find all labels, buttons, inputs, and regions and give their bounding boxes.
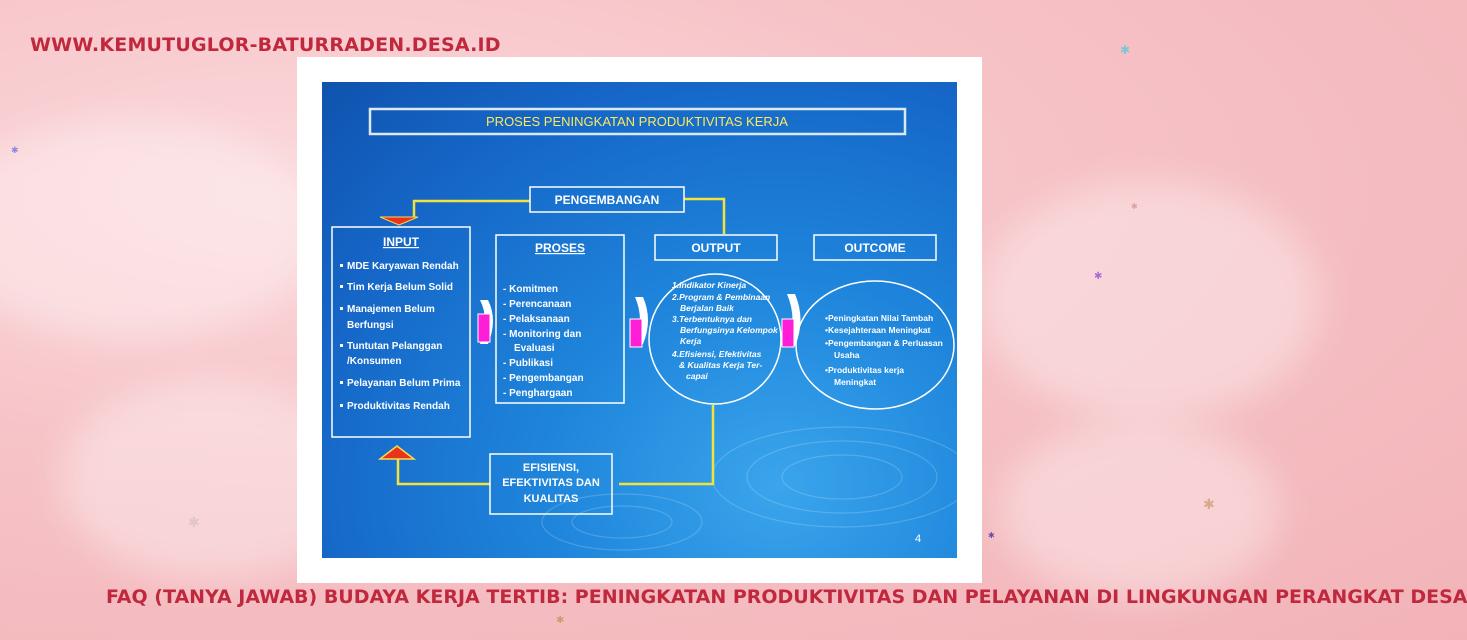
- slide-page-number: 4: [915, 533, 922, 545]
- proses-item: - Perencanaan: [503, 299, 572, 310]
- right-arrow-icon: [782, 294, 801, 347]
- proses-item: - Komitmen: [503, 284, 558, 295]
- proses-item: - Penghargaan: [503, 388, 573, 399]
- outcome-item: •Peningkatan Nilai Tambah: [825, 313, 934, 323]
- output-item: 1.Indikator Kinerja: [672, 280, 747, 290]
- star-icon: ✱: [188, 514, 200, 530]
- output-item: & Kualitas Kerja Ter-: [679, 360, 763, 370]
- background-cloud: [0, 120, 320, 340]
- input-item: Produktivitas Rendah: [347, 401, 450, 412]
- star-icon: ✱: [556, 615, 565, 626]
- input-item: MDE Karyawan Rendah: [347, 261, 459, 272]
- slide-image: [322, 82, 957, 558]
- input-item: Pelayanan Belum Prima: [347, 378, 461, 389]
- background-cloud: [1000, 420, 1280, 600]
- outcome-item: Usaha: [834, 350, 860, 360]
- input-item: Tuntutan Pelanggan: [347, 341, 443, 352]
- output-item: capai: [686, 371, 708, 381]
- star-icon: ✱: [1203, 496, 1215, 512]
- input-item: /Konsumen: [347, 356, 402, 367]
- output-item: 3.Terbentuknya dan: [672, 314, 752, 324]
- outcome-item: •Pengembangan & Perluasan: [825, 338, 943, 348]
- star-icon: ✱: [988, 531, 995, 540]
- up-arrow-icon: [380, 446, 414, 459]
- proses-item: Evaluasi: [514, 343, 555, 354]
- proses-heading: PROSES: [534, 241, 586, 255]
- pengembangan-label: PENGEMBANGAN: [554, 193, 660, 207]
- ripple-decoration: [542, 427, 972, 550]
- outcome-heading: OUTCOME: [844, 241, 906, 255]
- input-heading: INPUT: [383, 235, 419, 249]
- input-item: Berfungsi: [347, 320, 394, 331]
- down-arrow-icon: [380, 217, 418, 225]
- input-item: Tim Kerja Belum Solid: [347, 282, 453, 293]
- input-bullets: [340, 264, 343, 407]
- star-icon: ✱: [1131, 202, 1138, 211]
- background-cloud: [980, 180, 1320, 420]
- efisiensi-line: EFISIENSI,: [522, 462, 580, 474]
- page-title[interactable]: FAQ (TANYA JAWAB) BUDAYA KERJA TERTIB: PENINGKATAN PRODUKTIVITAS DAN PELAYANAN DI LINGKUNGAN PERANGKAT DESA: [106, 586, 1467, 608]
- output-item: Kerja: [680, 336, 702, 346]
- slide-title: PROSES PENINGKATAN PRODUKTIVITAS KERJA: [486, 114, 788, 129]
- process-diagram: [322, 82, 957, 558]
- proses-item: - Pelaksanaan: [503, 314, 570, 325]
- output-item: Berfungsinya Kelompok: [680, 325, 778, 335]
- star-icon: ✱: [1120, 43, 1131, 57]
- output-heading: OUTPUT: [691, 241, 741, 255]
- star-icon: ✱: [11, 145, 19, 155]
- efisiensi-line: EFEKTIVITAS DAN: [502, 477, 600, 489]
- proses-item: - Publikasi: [503, 358, 554, 369]
- outcome-item: •Produktivitas kerja: [825, 365, 905, 375]
- output-item: 4.Efisiensi, Efektivitas: [672, 349, 762, 359]
- output-item: Berjalan Baik: [680, 303, 734, 313]
- star-icon: ✱: [1094, 271, 1103, 282]
- output-item: 2.Program & Pembinaan: [672, 292, 771, 302]
- proses-item: - Monitoring dan: [503, 329, 582, 340]
- right-arrow-icon: [478, 300, 493, 344]
- efisiensi-line: KUALITAS: [523, 493, 579, 505]
- proses-item: - Pengembangan: [503, 373, 584, 384]
- input-item: Manajemen Belum: [347, 304, 435, 315]
- right-arrow-icon: [630, 297, 648, 347]
- site-url[interactable]: WWW.KEMUTUGLOR-BATURRADEN.DESA.ID: [30, 34, 501, 56]
- outcome-item: •Kesejahteraan Meningkat: [825, 325, 931, 335]
- outcome-item: Meningkat: [834, 377, 877, 387]
